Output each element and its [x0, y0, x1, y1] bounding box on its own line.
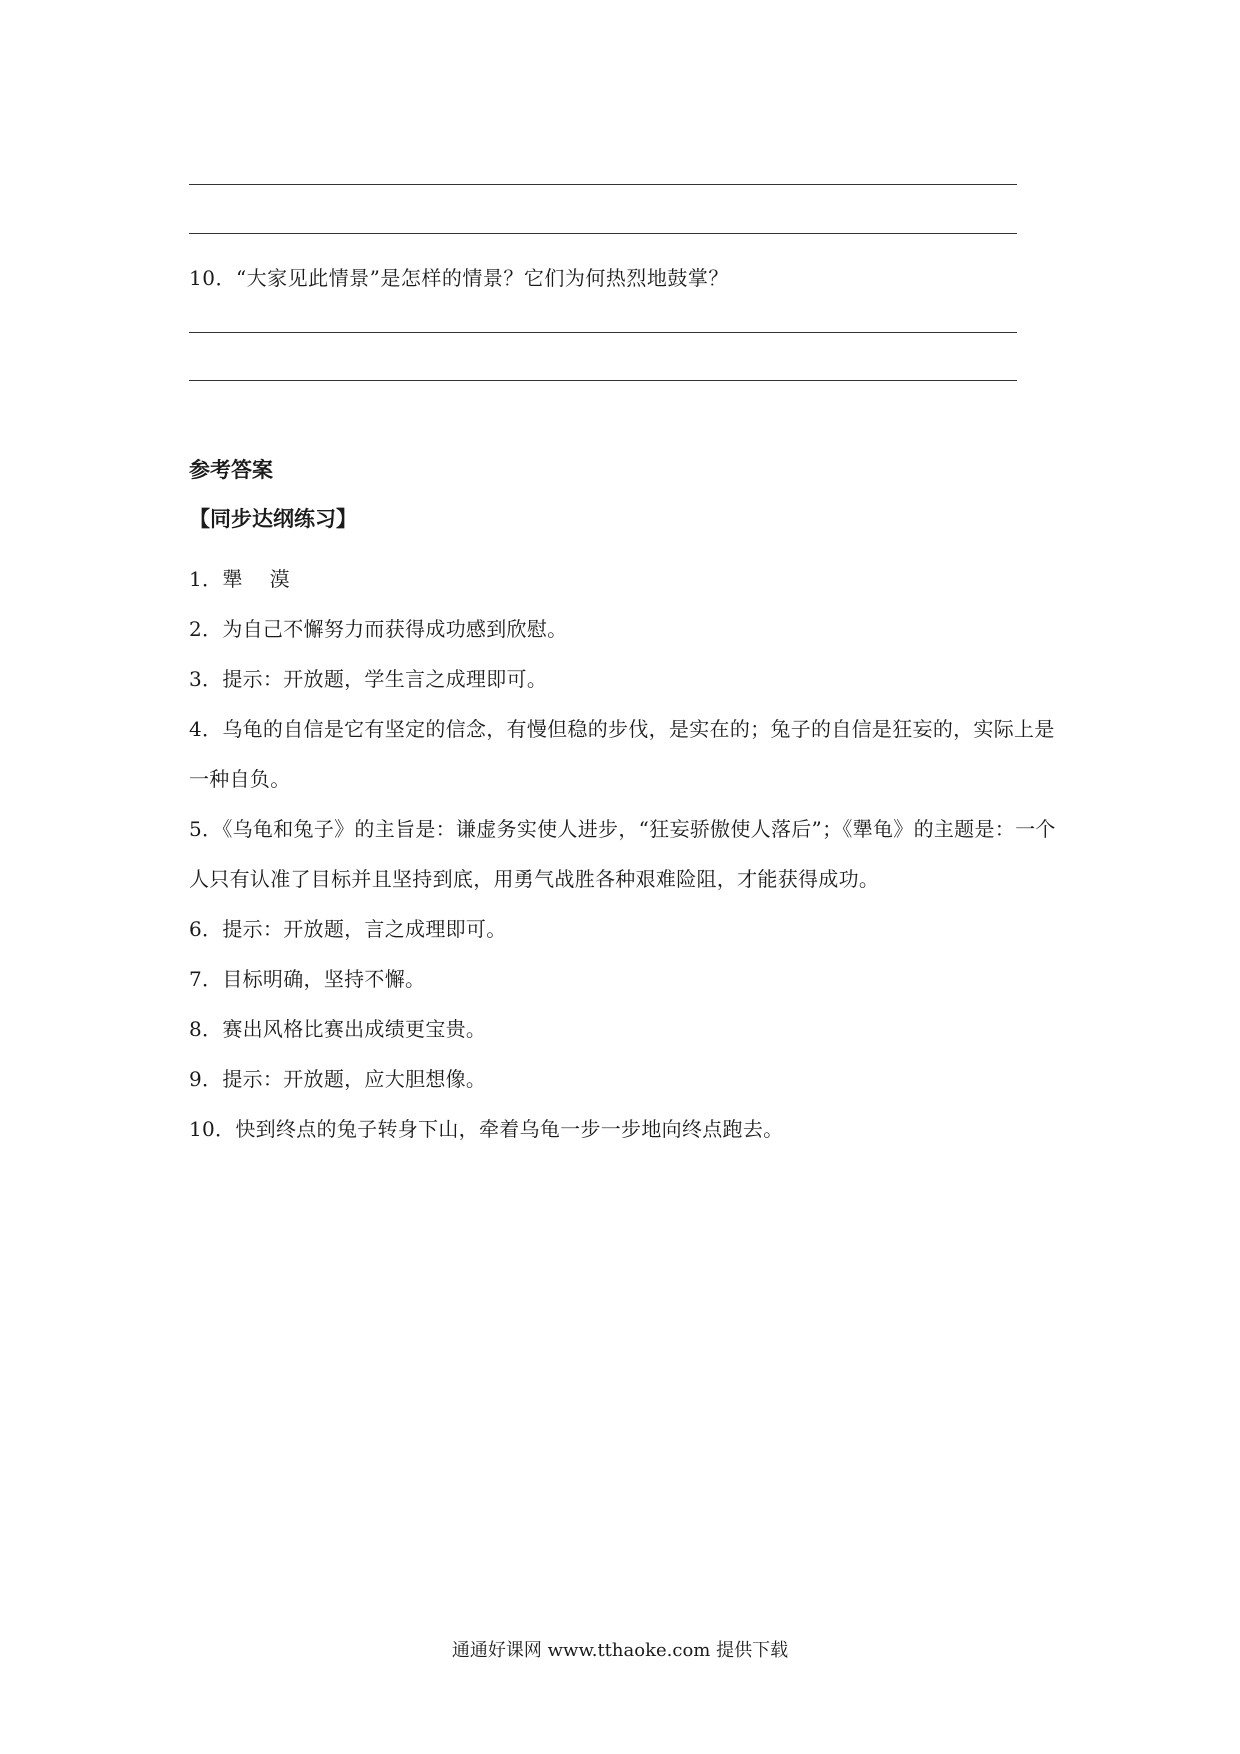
- answer-section-subtitle: 【同步达纲练习】: [189, 506, 357, 531]
- answer-item-5: 5．《乌龟和兔子》的主旨是：谦虚务实使人进步，“狂妄骄傲使人落后”；《犟龟》的主题是：一个人只有认准了目标并且坚持到底，用勇气战胜各种艰难险阻，才能获得成功。: [189, 817, 1056, 891]
- answer-item-3: 3．提示：开放题，学生言之成理即可。: [189, 667, 548, 691]
- answer-list: [189, 554, 1069, 1154]
- answer-item-10: 10．快到终点的兔子转身下山，牵着乌龟一步一步地向终点跑去。: [189, 1117, 784, 1141]
- answer-section-title: 参考答案: [189, 457, 273, 482]
- answer-item-4: 4．乌龟的自信是它有坚定的信念，有慢但稳的步伐，是实在的；兔子的自信是狂妄的，实际上是一种自负。: [189, 717, 1055, 791]
- answer-item-2: 2．为自己不懈努力而获得成功感到欣慰。: [189, 617, 568, 641]
- question-10: 10．“大家见此情景”是怎样的情景？它们为何热烈地鼓掌？: [189, 266, 729, 290]
- answer-blank-line: [189, 233, 1017, 234]
- answer-item-8: 8．赛出风格比赛出成绩更宝贵。: [189, 1017, 487, 1041]
- answer-item-6: 6．提示：开放题，言之成理即可。: [189, 917, 507, 941]
- answer-item-9: 9．提示：开放题，应大胆想像。: [189, 1067, 487, 1091]
- answer-item-1: 1．犟 漠: [189, 567, 290, 591]
- answer-item-7: 7．目标明确，坚持不懈。: [189, 967, 426, 991]
- answer-blank-line: [189, 184, 1017, 185]
- page-footer: 通通好课网 www.tthaoke.com 提供下载: [451, 1640, 789, 1661]
- answer-blank-line: [189, 332, 1017, 333]
- answer-blank-line: [189, 380, 1017, 381]
